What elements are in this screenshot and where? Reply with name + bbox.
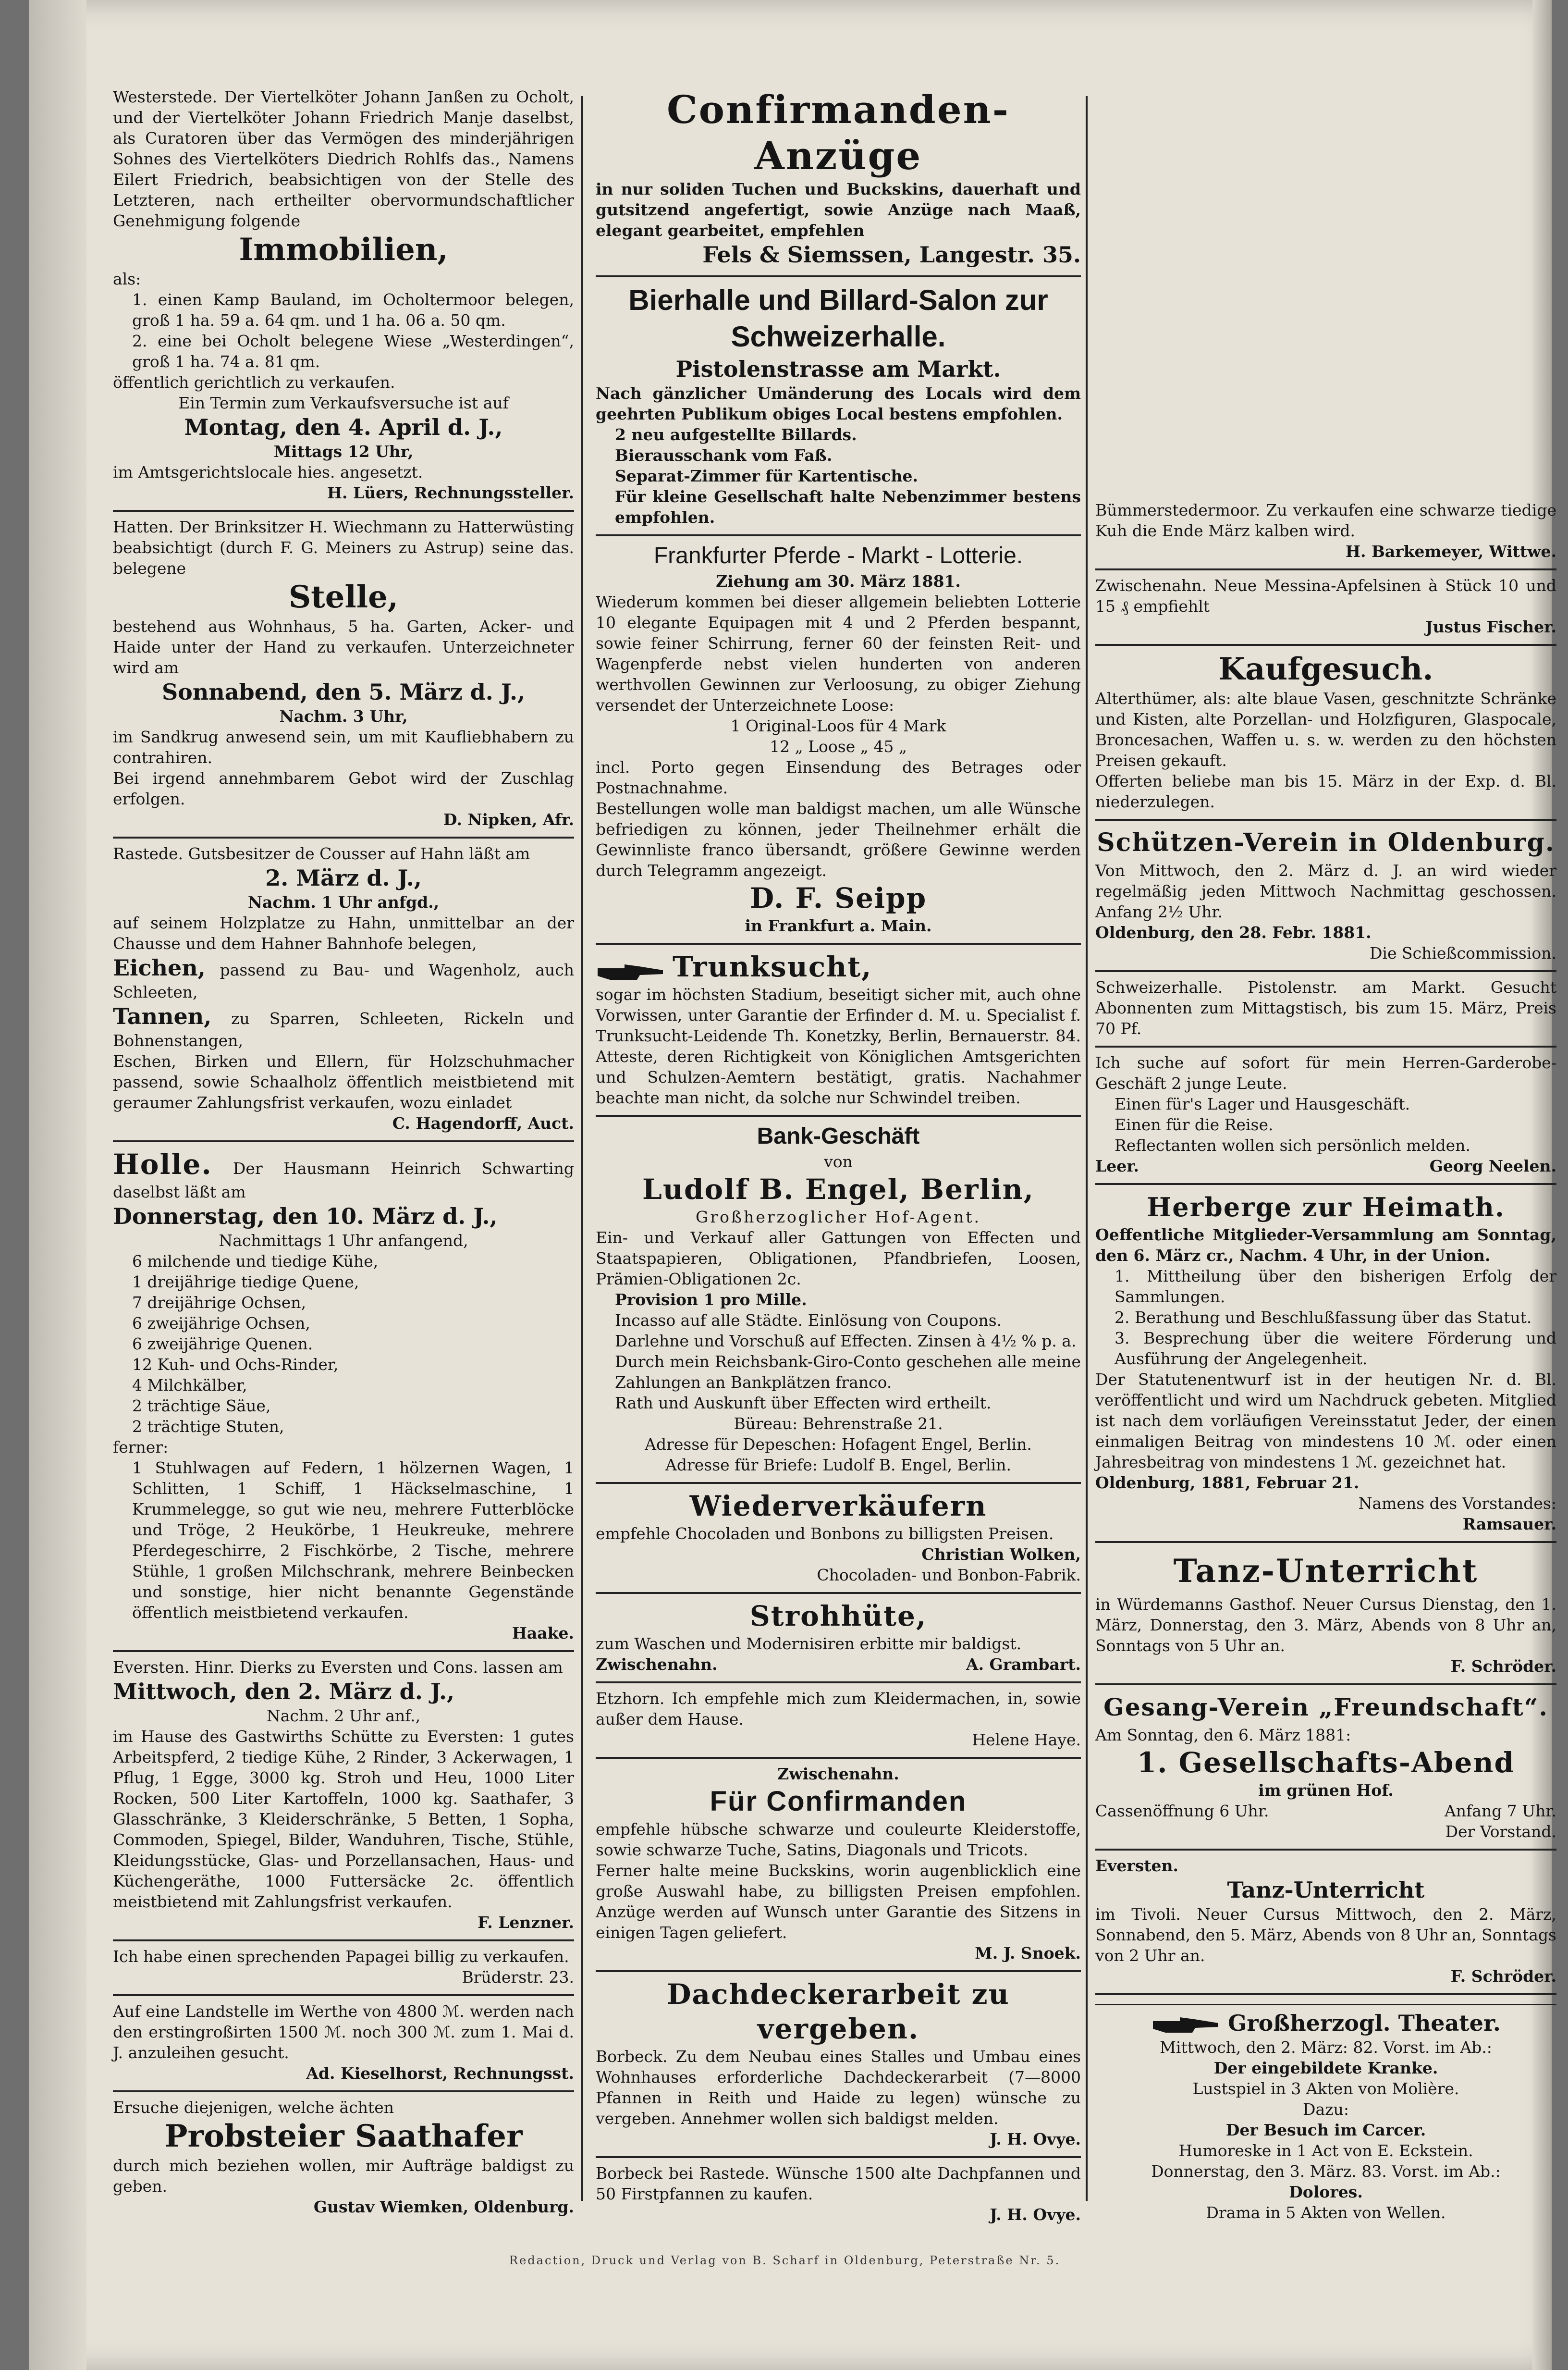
ad-gesang-verein xyxy=(1095,1685,1556,1851)
list-item: 1. Mittheilung über den bisherigen Erfolg der Sammlungen. xyxy=(1115,1267,1556,1306)
ad-event: 1. Gesellschafts-Abend xyxy=(1137,1746,1515,1779)
imprint-footer: Redaction, Druck und Verlag von B. Scharf in Oldenburg, Peterstraße Nr. 5. xyxy=(509,2254,1061,2267)
ad-tanz-unterricht-2 xyxy=(1095,1851,1556,1995)
ad-hatten xyxy=(113,512,574,839)
ad-text: auf seinem Holzplatze zu Hahn, unmittelbar an der Chausse und dem Hahner Bahnhofe belegen, xyxy=(113,913,574,953)
ad-rastede xyxy=(113,839,574,1142)
ad-start: Anfang 7 Uhr. xyxy=(1444,1802,1556,1820)
ad-place: Leer. xyxy=(1095,1157,1139,1175)
ad-text: Alterthümer, als: alte blaue Vasen, geschnitzte Schränke und Kisten, alte Porzellan- und Holzfiguren, Glaspocale, Broncesachen, Waffen u. s. w. werden zu den höchsten Preisen gekauft. xyxy=(1095,689,1556,770)
ad-headline-line xyxy=(1095,2009,1556,2037)
ad-borbeck xyxy=(596,2158,1081,2232)
ad-headline: Tanz-Unterricht xyxy=(1173,1552,1479,1590)
ad-text: Eversten. Hinr. Dierks zu Eversten und Cons. lassen am xyxy=(113,1658,563,1677)
ad-text: Offerten beliebe man bis 15. März in der Exp. d. Bl. niederzulegen. xyxy=(1095,772,1556,811)
ad-headline: Schützen-Verein in Oldenburg. xyxy=(1097,828,1555,857)
ad-text: Bestellungen wolle man baldigst machen, um alle Wünsche befriedigen zu können, jeder Theilnehmer erhält die Gewinnliste franco übersandt, größere Gewinne werden durch Telegramm angezeigt. xyxy=(596,799,1081,880)
ad-apfelsinen xyxy=(1095,570,1556,646)
ad-headline: Großherzogl. Theater. xyxy=(1228,2010,1501,2036)
list-item: 12 Kuh- und Ochs-Rinder, xyxy=(132,1355,339,1374)
list-item: 2 neu aufgestellte Billards. xyxy=(615,425,857,444)
ad-signature: Ad. Kieselhorst, Rechnungsst. xyxy=(306,2064,574,2083)
ad-signature: Brüderstr. 23. xyxy=(462,1968,574,1987)
ad-headline: Frankfurter Pferde - Markt - Lotterie. xyxy=(653,543,1023,568)
ad-westerstede xyxy=(113,82,574,512)
ad-text: Der Hausmann Heinrich Schwarting daselbst läßt am xyxy=(113,1159,574,1201)
play-title: Dolores. xyxy=(1289,2183,1363,2201)
ad-text: ferner: xyxy=(113,1438,169,1457)
list-item: Büreau: Behrenstraße 21. xyxy=(734,1414,943,1433)
ad-text: im Tivoli. Neuer Cursus Mittwoch, den 2. März, Sonnabend, den 5. März, Abends von 8 Uhr an, Sonntags von 2 Uhr an. xyxy=(1095,1905,1556,1965)
list-item: Bierausschank vom Faß. xyxy=(615,446,833,465)
ad-headline: Strohhüte, xyxy=(749,1600,927,1632)
ad-confirmanden-anzuege xyxy=(596,82,1081,277)
ad-headline: Immobilien, xyxy=(239,232,448,268)
ad-eversten xyxy=(113,1652,574,1941)
ad-intro xyxy=(113,1147,574,1202)
ad-signature: H. Barkemeyer, Wittwe. xyxy=(1345,542,1556,561)
ad-text: Etzhorn. Ich empfehle mich zum Kleidermachen, in, sowie außer dem Hause. xyxy=(596,1689,1081,1728)
ad-wood-line xyxy=(113,1002,574,1051)
ad-headline: Dachdeckerarbeit zu vergeben. xyxy=(667,1978,1010,2045)
ad-price: 1 Original-Loos für 4 Mark xyxy=(730,716,946,735)
column-left xyxy=(113,82,574,2216)
ad-text: bestehend aus Wohnhaus, 5 ha. Garten, Acker- und Haide unter der Hand zu verkaufen. Unterzeichneter wird am xyxy=(113,617,574,677)
ad-headline: Bierhalle und Billard-Salon zur Schweizerhalle. xyxy=(628,284,1048,353)
ad-text: sogar im höchsten Stadium, beseitigt sicher mit, auch ohne Vorwissen, unter Garantie der Erfinder d. M. u. Specialist f. Trunksucht-Leidende Th. Konetzky, Berlin, Bernauerstr. 84. Atteste, deren Richtigkeit von Königlichen Amtsgerichten und Schulzen-Aemtern bestätigt, gratis. Nachahmer beachte man nicht, da solche nur Schwindel treiben. xyxy=(596,985,1081,1107)
ad-headline: Stelle, xyxy=(288,579,399,615)
ad-saathafer xyxy=(113,2092,574,2224)
list-item: 6 zweijährige Ochsen, xyxy=(132,1314,310,1333)
ad-opening: Cassenöffnung 6 Uhr. xyxy=(1095,1802,1269,1820)
ad-schuetzen-verein xyxy=(1095,821,1556,972)
ad-holle xyxy=(113,1142,574,1652)
list-item: 3. Besprechung über die weitere Förderung und Ausführung der Angelegenheit. xyxy=(1115,1329,1556,1368)
list-item: Durch mein Reichsbank-Giro-Conto geschehen alle meine Zahlungen an Bankplätzen franco. xyxy=(615,1352,1081,1392)
list-item: Incasso auf alle Städte. Einlösung von Coupons. xyxy=(615,1311,1002,1330)
ad-signature: H. Lüers, Rechnungssteller. xyxy=(327,483,574,502)
ad-time-line xyxy=(1095,1801,1556,1821)
ad-sign-line xyxy=(596,1654,1081,1675)
list-item: 2. Berathung und Beschlußfassung über das Statut. xyxy=(1115,1308,1532,1327)
ad-text: Schweizerhalle. Pistolenstr. am Markt. Gesucht Abonnenten zum Mittagstisch, bis zum 15. März, Preis 70 Pf. xyxy=(1095,978,1556,1038)
ad-headline: Gesang-Verein „Freundschaft“. xyxy=(1103,1693,1548,1721)
ad-papagei xyxy=(113,1941,574,1996)
ad-signature: C. Hagendorff, Auct. xyxy=(392,1114,574,1133)
ad-text: Dazu: xyxy=(1303,2100,1349,2119)
ad-place: Oldenburg, 1881, Februar 21. xyxy=(1095,1473,1360,1492)
play-desc: Drama in 5 Akten von Wellen. xyxy=(1206,2203,1446,2222)
play-title: Der Besuch im Carcer. xyxy=(1225,2121,1426,2139)
ad-etzhorn xyxy=(596,1683,1081,1759)
ad-text: durch mich beziehen wollen, mir Aufträge baldigst zu geben. xyxy=(113,2156,574,2196)
ad-place: Zwischenahn. xyxy=(777,1765,899,1783)
ad-time: Mittags 12 Uhr, xyxy=(273,442,414,461)
ad-date: Ziehung am 30. März 1881. xyxy=(716,572,961,591)
ad-text: im Hause des Gastwirths Schütte zu Eversten: 1 gutes Arbeitspferd, 2 tiedige Kühe, 2 Rinder, 3 Ackerwagen, 1 Pflug, 1 Egge, 3000 kg. Stroh und Heu, 1000 Liter Rocken, 500 Liter Kartoffeln, 1000 kg. Saathafer, 3 Glasschränke, 3 Kleiderschränke, 5 Betten, 1 Sopha, Commoden, Spiegel, Bilder, Wanduhren, Tische, Stühle, Kleidungsstücke, Glas- und Porzellansachen, Haus- und Küchengeräthe, 1000 Futtersäcke 2c. öffentlich meistbietend mit Zahlungsfrist verkaufen. xyxy=(113,1727,574,1911)
pointing-hand-icon xyxy=(596,962,668,983)
ad-signature-place: in Frankfurt a. Main. xyxy=(745,916,932,935)
ad-headline: Herberge zur Heimath. xyxy=(1147,1192,1505,1222)
ad-text: als: xyxy=(113,270,141,288)
ad-dachdecker xyxy=(596,1972,1081,2158)
ad-text: Mittwoch, den 2. März: 82. Vorst. im Ab.: xyxy=(1160,2038,1492,2057)
ad-text: Ich suche auf sofort für mein Herren-Garderobe-Geschäft 2 junge Leute. xyxy=(1095,1053,1556,1093)
ad-signature: Der Vorstand. xyxy=(1445,1822,1556,1841)
ad-signature: Helene Haye. xyxy=(972,1730,1081,1749)
play-title: Der eingebildete Kranke. xyxy=(1213,2059,1438,2077)
page-left-edge xyxy=(29,0,86,2370)
ad-text: Rastede. Gutsbesitzer de Cousser auf Hahn läßt am xyxy=(113,844,530,863)
list-item: 7 dreijährige Ochsen, xyxy=(132,1293,306,1312)
ad-text: Nach gänzlicher Umänderung des Locals wird dem geehrten Publikum obiges Local bestens empfohlen. xyxy=(596,384,1081,423)
ad-sign-line xyxy=(1095,1156,1556,1176)
wood-name: Tannen, xyxy=(113,1003,212,1029)
ad-signature: Namens des Vorstandes: xyxy=(1358,1494,1556,1513)
column-right xyxy=(1095,82,1556,2222)
ad-trunksucht xyxy=(596,945,1081,1117)
divider xyxy=(1095,2004,1556,2005)
ad-text: im Sandkrug anwesend sein, um mit Kaufliebhabern zu contrahiren. xyxy=(113,728,574,767)
ad-kaufgesuch xyxy=(1095,646,1556,821)
ad-date: Sonnabend, den 5. März d. J., xyxy=(161,679,526,705)
list-item: Provision 1 pro Mille. xyxy=(615,1290,807,1309)
ad-signature: M. J. Snoek. xyxy=(975,1944,1081,1963)
ad-text: Wiederum kommen bei dieser allgemein beliebten Lotterie 10 elegante Equipagen mit 4 und 2 Pferden bespannt, sowie feiner Schirrung, ferner 60 der feinsten Reit- und Wagenpferde nebst vielen hunderten von anderen werthvollen Gewinnen zur Verloosung, zu obiger Ziehung versendet der Unterzeichnete Loose: xyxy=(596,592,1081,715)
ad-wiederverkaeufern xyxy=(596,1484,1081,1594)
ad-signature: F. Schröder. xyxy=(1450,1967,1556,1986)
wood-desc: zu Sparren, Schleeten, Rickeln und Bohnenstangen, xyxy=(113,1009,574,1050)
ad-place: Eversten. xyxy=(1095,1856,1179,1875)
ad-signature-sub: Chocoladen- und Bonbon-Fabrik. xyxy=(817,1566,1081,1584)
ad-text: Ersuche diejenigen, welche ächten xyxy=(113,2098,394,2117)
ad-text: Der Statutenentwurf ist in der heutigen Nr. d. Bl. veröffentlicht und wird um Nachdruck gebeten. Mitglied ist nach dem vorläufigen Vereinsstatut Jeder, der einen einmaligen Beitrag von mindestens 10 ℳ. oder einen Jahresbeitrag von mindestens 1 ℳ. gezeichnet hat. xyxy=(1095,1370,1556,1471)
ad-date: Donnerstag, den 10. März d. J., xyxy=(113,1203,498,1229)
column-divider-right xyxy=(1086,96,1088,2201)
ad-signature: Die Schießcommission. xyxy=(1369,944,1556,963)
ad-bierhalle xyxy=(596,277,1081,536)
ad-signature: Gustav Wiemken, Oldenburg. xyxy=(313,2197,574,2216)
ad-text: in nur soliden Tuchen und Buckskins, dauerhaft und gutsitzend angefertigt, sowie Anzüge nach Maaß, elegant gearbeitet, empfehlen xyxy=(596,180,1081,240)
ad-time: Nachm. 3 Uhr, xyxy=(279,707,408,726)
ad-signature: Christian Wolken, xyxy=(921,1545,1081,1564)
ad-lotterie xyxy=(596,536,1081,945)
ad-signature: Georg Neelen. xyxy=(1429,1157,1556,1175)
wood-desc: passend zu Bau- und Wagenholz, auch Schleeten, xyxy=(113,961,574,1001)
ad-text: Ein Termin zum Verkaufsversuche ist auf xyxy=(178,394,509,412)
ad-signature: A. Grambart. xyxy=(966,1655,1081,1674)
ad-text: Ein- und Verkauf aller Gattungen von Effecten und Staatspapieren, Obligationen, Pfandbriefen, Loosen, Prämien-Obligationen 2c. xyxy=(596,1228,1081,1288)
ad-text: Bei irgend annehmbarem Gebot wird der Zuschlag erfolgen. xyxy=(113,769,574,808)
list-item: Einen für die Reise. xyxy=(1115,1115,1274,1134)
ad-time: Nachm. 1 Uhr anfgd., xyxy=(247,893,440,912)
ad-date: Mittwoch, den 2. März d. J., xyxy=(113,1679,455,1704)
ad-text: zum Waschen und Modernisiren erbitte mir baldigst. xyxy=(596,1634,1022,1653)
ad-text: Eschen, Birken und Ellern, für Holzschuhmacher passend, sowie Schaalholz öffentlich meistbietend mit geraumer Zahlungsfrist verkaufen, wozu einladet xyxy=(113,1052,574,1112)
play-desc: Humoreske in 1 Act von E. Eckstein. xyxy=(1178,2141,1473,2160)
list-item: 6 milchende und tiedige Kühe, xyxy=(132,1252,379,1271)
ad-headline: Bank-Geschäft xyxy=(757,1123,920,1149)
ad-signature: D. F. Seipp xyxy=(749,882,927,914)
ad-name: Ludolf B. Engel, Berlin, xyxy=(642,1173,1034,1206)
ad-text: Auf eine Landstelle im Werthe von 4800 ℳ. werden nach den erstingroßirten 1500 ℳ. noch 300 ℳ. zum 1. Mai d. J. anzuleihen gesucht. xyxy=(113,2002,574,2062)
ad-time: Nachm. 2 Uhr anf., xyxy=(266,1706,421,1725)
ad-text: von xyxy=(824,1152,853,1171)
ad-signature: J. H. Ovye. xyxy=(990,2130,1081,2148)
list-item: Für kleine Gesellschaft halte Nebenzimmer bestens empfohlen. xyxy=(615,487,1081,527)
ad-text: Hatten. Der Brinksitzer H. Wiechmann zu Hatterwüsting beabsichtigt (durch F. G. Meiners zu Astrup) seine das. belegene xyxy=(113,518,574,578)
list-item: Adresse für Briefe: Ludolf B. Engel, Berlin. xyxy=(665,1456,1011,1474)
ad-text: Borbeck bei Rastede. Wünsche 1500 alte Dachpfannen und 50 Firstpfannen zu kaufen. xyxy=(596,2164,1081,2203)
ad-time: Nachmittags 1 Uhr anfangend, xyxy=(219,1231,468,1250)
ad-text: Zwischenahn. Neue Messina-Apfelsinen à Stück 10 und 15 ₰ empfiehlt xyxy=(1095,576,1556,616)
ad-text: Ferner halte meine Buckskins, worin augenblicklich eine große Auswahl habe, zu billigsten Preisen empfohlen. Anzüge werden auf Wunsch unter Garantie des Sitzens in einigen Tagen geliefert. xyxy=(596,1861,1081,1942)
ad-subheadline: Großherzoglicher Hof-Agent. xyxy=(696,1208,981,1226)
list-item: Separat-Zimmer für Kartentische. xyxy=(615,467,918,485)
ad-text: Borbeck. Zu dem Neubau eines Stalles und Umbau eines Wohnhauses erforderliche Dachdeckerarbeit (7—8000 Pfannen in Reith und Haide zu legen) wünsche zu vergeben. Annehmer wollen sich baldigst melden. xyxy=(596,2047,1081,2128)
list-item: Rath und Auskunft über Effecten wird ertheilt. xyxy=(615,1394,992,1412)
column-middle xyxy=(596,82,1081,2224)
ad-text: Ich habe einen sprechenden Papagei billig zu verkaufen. xyxy=(113,1947,569,1966)
ad-theater xyxy=(1095,1995,1556,2230)
ad-text: Bümmerstedermoor. Zu verkaufen eine schwarze tiedige Kuh die Ende März kalben wird. xyxy=(1095,501,1556,540)
ad-signature: Justus Fischer. xyxy=(1425,617,1556,636)
ad-date: Montag, den 4. April d. J., xyxy=(184,414,503,440)
ad-place: im grünen Hof. xyxy=(1258,1781,1394,1800)
list-item: 1 dreijährige tiedige Quene, xyxy=(132,1272,359,1291)
list-item: Einen für's Lager und Hausgeschäft. xyxy=(1115,1095,1410,1113)
ad-text: im Amtsgerichtslocale hies. angesetzt. xyxy=(113,463,423,481)
ad-text: empfehle hübsche schwarze und couleurte Kleiderstoffe, sowie schwarze Tuche, Satins, Diagonals und Tricots. xyxy=(596,1820,1081,1859)
ad-signature: J. H. Ovye. xyxy=(990,2205,1081,2224)
ad-wood-line xyxy=(113,954,574,1002)
list-item: Darlehne und Vorschuß auf Effecten. Zinsen à 4½ % p. a. xyxy=(615,1332,1077,1350)
list-item: 6 zweijährige Quenen. xyxy=(132,1334,313,1353)
list-item: 2 trächtige Stuten, xyxy=(132,1417,284,1436)
play-desc: Lustspiel in 3 Akten von Molière. xyxy=(1192,2079,1459,2098)
list-item: Reflectanten wollen sich persönlich melden. xyxy=(1115,1136,1470,1155)
ad-headline: Tanz-Unterricht xyxy=(1227,1877,1425,1903)
ad-text: in Würdemanns Gasthof. Neuer Cursus Dienstag, den 1. März, Donnerstag, den 3. März, Abends von 8 Uhr an, Sonntags von 5 Uhr an. xyxy=(1095,1595,1556,1655)
ad-text: Oeffentliche Mitglieder-Versammlung am Sonntag, den 6. März cr., Nachm. 4 Uhr, in der Union. xyxy=(1095,1225,1556,1265)
ad-headline: Kaufgesuch. xyxy=(1218,651,1433,687)
newspaper-page xyxy=(29,0,1556,2370)
ad-signature: Fels & Siemssen, Langestr. 35. xyxy=(702,242,1081,268)
ad-signature: F. Lenzner. xyxy=(478,1913,574,1932)
list-item: 2. eine bei Ocholt belegene Wiese „Westerdingen“, groß 1 ha. 74 a. 81 qm. xyxy=(132,332,574,371)
list-item: 1. einen Kamp Bauland, im Ocholtermoor belegen, groß 1 ha. 59 a. 64 qm. und 1 ha. 06 a. 50 qm. xyxy=(132,290,574,330)
ad-text: Westerstede. Der Viertelköter Johann Janßen zu Ocholt, und der Viertelköter Johann Friedrich Manje daselbst, als Curatoren über das Vermögen des minderjährigen Sohnes des Viertelköters Diedrich Rohlfs das., Namens Eilert Friedrich, beabsichtigen von der Stelle des Letzteren, nach ertheilter obervormundschaftlicher Genehmigung folgende xyxy=(113,87,574,230)
pointing-hand-icon xyxy=(1151,2014,1223,2036)
ad-date: 2. März d. J., xyxy=(265,865,422,891)
ad-text: incl. Porto gegen Einsendung des Betrages oder Postnachnahme. xyxy=(596,758,1081,797)
ad-garderobe xyxy=(1095,1048,1556,1185)
ad-signature: Haake. xyxy=(512,1624,574,1642)
ad-place: Oldenburg, den 28. Febr. 1881. xyxy=(1095,923,1372,942)
column-divider-left xyxy=(581,96,583,2201)
ad-strohhuete xyxy=(596,1594,1081,1683)
ad-headline: Für Confirmanden xyxy=(710,1786,967,1817)
ad-signature: F. Schröder. xyxy=(1450,1657,1556,1676)
ad-place: Zwischenahn. xyxy=(596,1655,718,1674)
list-item: 2 trächtige Säue, xyxy=(132,1396,271,1415)
ad-fuer-confirmanden xyxy=(596,1759,1081,1972)
ad-signature-name: Ramsauer. xyxy=(1462,1515,1556,1533)
ad-text: Am Sonntag, den 6. März 1881: xyxy=(1095,1726,1351,1744)
ad-schweizerhalle xyxy=(1095,972,1556,1048)
ad-landstelle xyxy=(113,1996,574,2092)
ad-text: Von Mittwoch, den 2. März d. J. an wird wieder regelmäßig jeden Mittwoch Nachmittag geschossen. Anfang 2½ Uhr. xyxy=(1095,861,1556,921)
ad-headline: Trunksucht, xyxy=(673,950,872,983)
wood-name: Eichen, xyxy=(113,955,206,981)
ad-signature: D. Nipken, Afr. xyxy=(443,810,574,829)
ad-text: öffentlich gerichtlich zu verkaufen. xyxy=(113,373,395,392)
ad-headline: Probsteier Saathafer xyxy=(164,2118,523,2154)
ad-intro xyxy=(596,950,1081,984)
list-item: Adresse für Depeschen: Hofagent Engel, Berlin. xyxy=(645,1435,1032,1454)
ad-buemmerstede xyxy=(1095,495,1556,570)
list-item: 4 Milchkälber, xyxy=(132,1376,247,1395)
ad-tanz-unterricht-1 xyxy=(1095,1543,1556,1685)
ad-headline: Confirmanden-Anzüge xyxy=(667,87,1010,178)
ad-price: 12 „ Loose „ 45 „ xyxy=(770,737,907,756)
ad-text: Donnerstag, den 3. März. 83. Vorst. im Ab.: xyxy=(1151,2162,1501,2181)
ad-text: 1 Stuhlwagen auf Federn, 1 hölzernen Wagen, 1 Schlitten, 1 Schiff, 1 Häckselmaschine, 1 Krummelegge, so gut wie neu, mehrere Futterblöcke und Tröge, 2 Heukörbe, 1 Heukreuke, mehrere Pferdegeschirre, 2 Fischkörbe, 2 Tische, mehrere Stühle, 1 großen Milchschrank, mehrere Beinbecken und sonstige, hier nicht benannte Gegenstände öffentlich meistbietend verkaufen. xyxy=(132,1458,574,1622)
ad-headline: Holle. xyxy=(113,1148,212,1181)
ad-text: empfehle Chocoladen und Bonbons zu billigsten Preisen. xyxy=(596,1524,1054,1543)
ad-herberge xyxy=(1095,1185,1556,1543)
ad-bank xyxy=(596,1117,1081,1484)
ad-headline: Wiederverkäufern xyxy=(689,1490,987,1522)
ad-subheadline: Pistolenstrasse am Markt. xyxy=(675,356,1001,382)
